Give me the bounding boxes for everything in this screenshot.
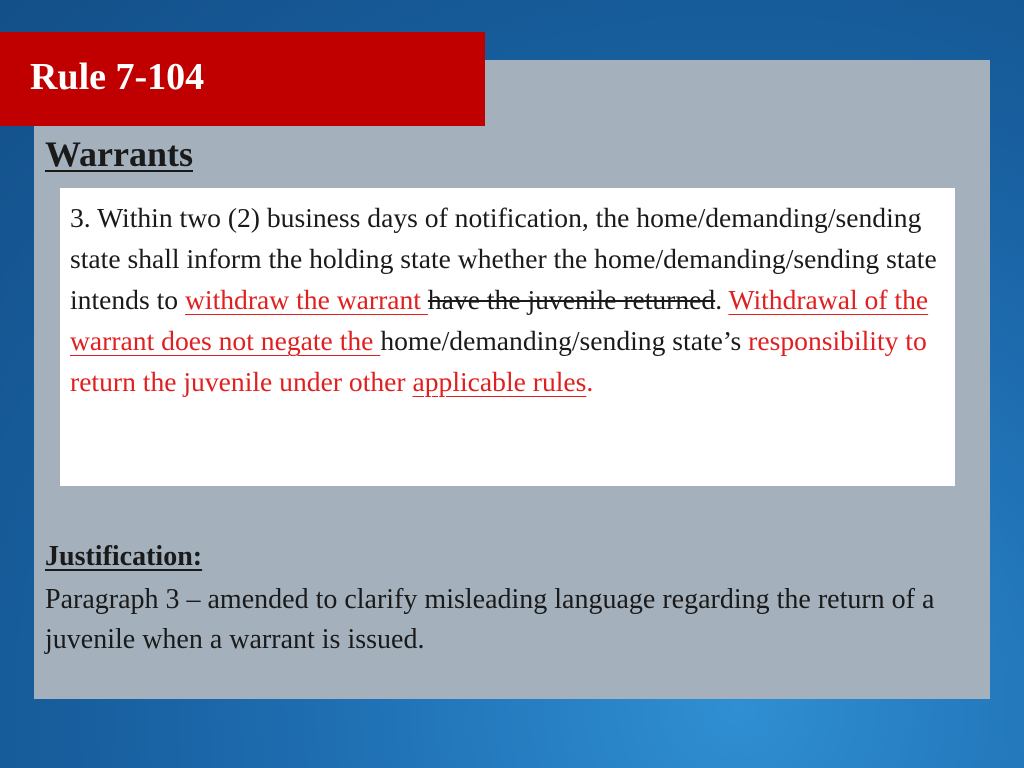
rule-end-period: . — [586, 366, 594, 397]
inserted-text-withdraw: withdraw the warrant — [184, 284, 428, 315]
section-heading: Warrants — [45, 134, 193, 174]
justification-text: Paragraph 3 – amended to clarify misleading language regarding the return of a juvenile when a warrant is issued. — [45, 584, 935, 655]
rule-paragraph — [70, 197, 945, 402]
inserted-text-rules: applicable rules — [412, 366, 587, 397]
rule-middle-text: home/demanding/sending state’s — [380, 325, 742, 356]
inserted-text-withdrawal: Withdrawal of the warrant does not negate the — [70, 284, 929, 356]
slide-title: Rule 7-104 — [30, 56, 205, 98]
added-text-responsibility: responsibility to return the juvenile under other — [70, 325, 927, 397]
rule-period: . — [715, 284, 729, 315]
rule-text-box — [60, 188, 955, 486]
rule-lead-text: 3. Within two (2) business days of notification, the home/demanding/sending state shall inform the holding state whether the home/demanding/sending state intends to — [70, 202, 937, 315]
struck-text: have the juvenile returned — [427, 284, 716, 315]
justification-heading: Justification: — [45, 541, 203, 572]
